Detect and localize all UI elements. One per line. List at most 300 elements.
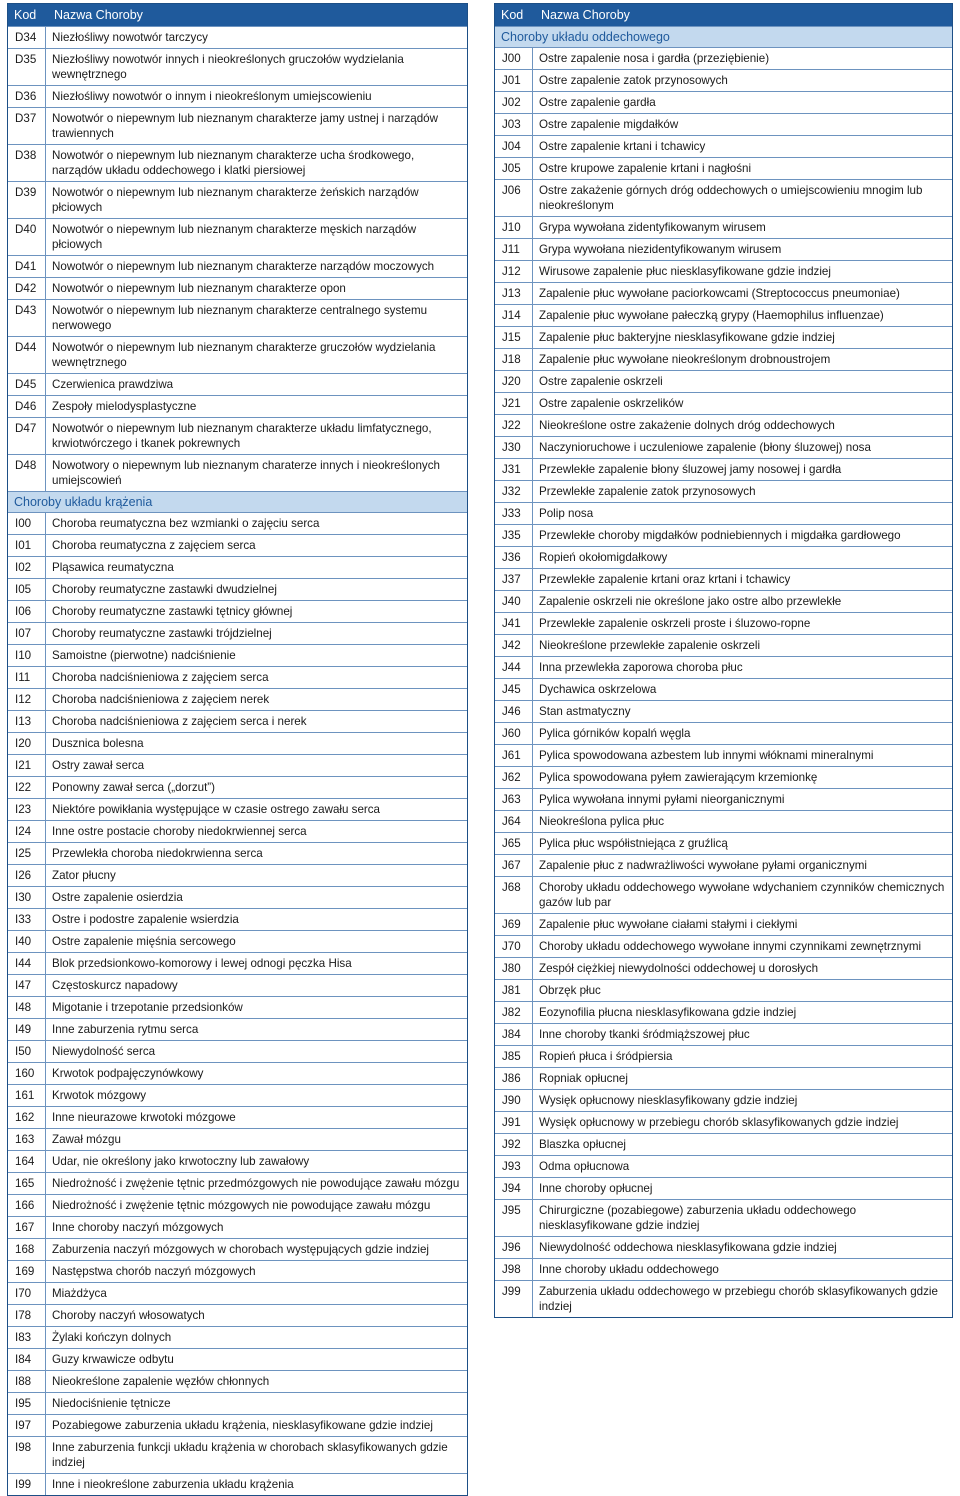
disease-name: Zawał mózgu [52, 1133, 121, 1146]
table-row [495, 656, 952, 678]
table-row [495, 876, 952, 913]
disease-code: D35 [8, 49, 46, 85]
disease-name: Nowotwory o niepewnym lub nieznanym charaterze innych i nieokreślonych umiejscowień [52, 459, 440, 487]
table-row [8, 1370, 467, 1392]
table-row [8, 534, 467, 556]
disease-name: Blok przedsionkowo-komorowy i lewej odnogi pęczka Hisa [52, 957, 352, 970]
disease-code: D47 [8, 418, 46, 454]
table-row [8, 1260, 467, 1282]
disease-name: Ostre krupowe zapalenie krtani i nagłośni [539, 162, 752, 175]
disease-code: J96 [495, 1237, 533, 1258]
disease-code: J45 [495, 679, 533, 700]
table-row [495, 1067, 952, 1089]
table-row [495, 810, 952, 832]
table-row [8, 798, 467, 820]
disease-name: Inne ostre postacie choroby niedokrwiennej serca [52, 825, 307, 838]
disease-code: J64 [495, 811, 533, 832]
disease-code: 161 [8, 1085, 46, 1106]
disease-code: D42 [8, 278, 46, 299]
disease-name: Nowotwór o niepewnym lub nieznanym charakterze układu limfatycznego, krwiotwórczego i tkanek pokrewnych [52, 422, 432, 450]
table-row [495, 502, 952, 524]
disease-name: Ostre zapalenie gardła [539, 96, 656, 109]
disease-code: D36 [8, 86, 46, 107]
disease-name: Niezłośliwy nowotwór o innym i nieokreślonym umiejscowieniu [52, 90, 372, 103]
disease-name: Zaburzenia układu oddechowego w przebiegu chorób sklasyfikowanych gdzie indziej [539, 1285, 938, 1313]
disease-code: J00 [495, 48, 533, 69]
table-row [8, 952, 467, 974]
table-row [8, 277, 467, 299]
disease-code: J61 [495, 745, 533, 766]
disease-name: Eozynofilia płucna niesklasyfikowana gdzie indziej [539, 1006, 797, 1019]
disease-code: I05 [8, 579, 46, 600]
disease-code: J60 [495, 723, 533, 744]
table-row [495, 326, 952, 348]
table-row [8, 644, 467, 666]
disease-name: Ostre zapalenie mięśnia sercowego [52, 935, 236, 948]
disease-code: J86 [495, 1068, 533, 1089]
disease-code: I98 [8, 1437, 46, 1473]
disease-code: D37 [8, 108, 46, 144]
table-row [495, 135, 952, 157]
table-row [8, 732, 467, 754]
table-row [8, 454, 467, 491]
disease-code: I48 [8, 997, 46, 1018]
disease-name: Przewlekłe zapalenie błony śluzowej jamy nosowej i gardła [539, 463, 842, 476]
disease-code: I01 [8, 535, 46, 556]
disease-name: Odma opłucnowa [539, 1160, 630, 1173]
disease-code: J20 [495, 371, 533, 392]
table-row [495, 590, 952, 612]
disease-code: J05 [495, 158, 533, 179]
disease-name: Obrzęk płuc [539, 984, 601, 997]
table-row [495, 47, 952, 69]
disease-code: J06 [495, 180, 533, 216]
table-row [495, 612, 952, 634]
table-row [495, 238, 952, 260]
disease-name: Blaszka opłucnej [539, 1138, 627, 1151]
disease-name: Pylica spowodowana azbestem lub innymi włóknami mineralnymi [539, 749, 874, 762]
table-row [495, 392, 952, 414]
disease-code: D45 [8, 374, 46, 395]
disease-name: Zapalenie płuc wywołane paciorkowcami (Streptococcus pneumoniae) [539, 287, 900, 300]
table-row [8, 1194, 467, 1216]
disease-code: J85 [495, 1046, 533, 1067]
disease-name: Ostre i podostre zapalenie wsierdzia [52, 913, 239, 926]
disease-code: 167 [8, 1217, 46, 1238]
disease-code: I21 [8, 755, 46, 776]
disease-name: Ostre zapalenie oskrzelików [539, 397, 684, 410]
table-row [495, 700, 952, 722]
disease-code: J30 [495, 437, 533, 458]
disease-code: D39 [8, 182, 46, 218]
table-row [8, 820, 467, 842]
table-row [495, 304, 952, 326]
disease-name: Wysięk opłucnowy niesklasyfikowany gdzie indziej [539, 1094, 798, 1107]
right-table [494, 3, 953, 1318]
disease-code: I44 [8, 953, 46, 974]
disease-code: I26 [8, 865, 46, 886]
disease-name: Inne choroby naczyń mózgowych [52, 1221, 224, 1234]
disease-code: I22 [8, 777, 46, 798]
disease-code: J98 [495, 1259, 533, 1280]
disease-code: J36 [495, 547, 533, 568]
disease-name: Nowotwór o niepewnym lub nieznanym charakterze narządów moczowych [52, 260, 435, 273]
disease-name: Pylica spowodowana pyłem zawierającym krzemionkę [539, 771, 818, 784]
disease-code: 162 [8, 1107, 46, 1128]
table-row [8, 1414, 467, 1436]
disease-code: D34 [8, 27, 46, 48]
disease-code: I20 [8, 733, 46, 754]
disease-name: Zapalenie płuc wywołane ciałami stałymi i ciekłymi [539, 918, 798, 931]
disease-name: Niedrożność i zwężenie tętnic mózgowych nie powodujące zawału mózgu [52, 1199, 431, 1212]
disease-code: J92 [495, 1134, 533, 1155]
disease-name: Inna przewlekła zaporowa choroba płuc [539, 661, 743, 674]
disease-code: I24 [8, 821, 46, 842]
disease-name: Niewydolność oddechowa niesklasyfikowana gdzie indziej [539, 1241, 837, 1254]
disease-name: Choroby reumatyczne zastawki trójdzielnej [52, 627, 272, 640]
disease-code: 166 [8, 1195, 46, 1216]
disease-name: Choroba nadciśnieniowa z zajęciem serca i nerek [52, 715, 307, 728]
disease-name: Inne choroby opłucnej [539, 1182, 653, 1195]
disease-name: Przewlekłe zapalenie oskrzeli proste i śluzowo-ropne [539, 617, 811, 630]
disease-name: Stan astmatyczny [539, 705, 631, 718]
table-row [495, 1155, 952, 1177]
disease-name: Niektóre powikłania występujące w czasie ostrego zawału serca [52, 803, 380, 816]
table-row [8, 218, 467, 255]
disease-name: Zespoły mielodysplastyczne [52, 400, 197, 413]
table-row [495, 348, 952, 370]
disease-name: Nowotwór o niepewnym lub nieznanym charakterze gruczołów wydzielania wewnętrznego [52, 341, 436, 369]
disease-name: Inne choroby układu oddechowego [539, 1263, 719, 1276]
disease-name: Zator płucny [52, 869, 116, 882]
disease-code: J44 [495, 657, 533, 678]
table-row [495, 1111, 952, 1133]
table-row [495, 1001, 952, 1023]
disease-name: Niezłośliwy nowotwór tarczycy [52, 31, 208, 44]
table-row [495, 179, 952, 216]
disease-code: J62 [495, 767, 533, 788]
disease-name: Ostre zapalenie migdałków [539, 118, 679, 131]
disease-name: Nieokreślone ostre zakażenie dolnych dróg oddechowych [539, 419, 835, 432]
disease-name: Krwotok mózgowy [52, 1089, 147, 1102]
disease-name: Nieokreślona pylica płuc [539, 815, 665, 828]
disease-code: I49 [8, 1019, 46, 1040]
disease-name: Choroby układu oddechowego wywołane innymi czynnikami zewnętrznymi [539, 940, 922, 953]
disease-code: J91 [495, 1112, 533, 1133]
disease-name: Samoistne (pierwotne) nadciśnienie [52, 649, 236, 662]
table-row [495, 678, 952, 700]
table-row [495, 744, 952, 766]
disease-name: Pląsawica reumatyczna [52, 561, 174, 574]
table-row [495, 414, 952, 436]
disease-name: Zapalenie oskrzeli nie określone jako ostre albo przewlekłe [539, 595, 842, 608]
disease-code: J04 [495, 136, 533, 157]
disease-code: I10 [8, 645, 46, 666]
disease-name: Choroba reumatyczna z zajęciem serca [52, 539, 256, 552]
disease-code: J80 [495, 958, 533, 979]
disease-code: I40 [8, 931, 46, 952]
disease-code: D41 [8, 256, 46, 277]
disease-name: Migotanie i trzepotanie przedsionków [52, 1001, 243, 1014]
disease-name: Choroby reumatyczne zastawki tętnicy głównej [52, 605, 293, 618]
disease-name: Niezłośliwy nowotwór innych i nieokreślonych gruczołów wydzielania wewnętrznego [52, 53, 404, 81]
disease-name: Choroba reumatyczna bez wzmianki o zajęciu serca [52, 517, 320, 530]
disease-name: Guzy krwawicze odbytu [52, 1353, 174, 1366]
table-row [495, 1045, 952, 1067]
disease-code: I11 [8, 667, 46, 688]
disease-name: Przewlekłe zapalenie krtani oraz krtani i tchawicy [539, 573, 791, 586]
disease-name: Przewlekła choroba niedokrwienna serca [52, 847, 263, 860]
disease-name: Pylica wywołana innymi pyłami nieorganicznymi [539, 793, 785, 806]
disease-code: 160 [8, 1063, 46, 1084]
table-row [8, 622, 467, 644]
disease-code: J31 [495, 459, 533, 480]
disease-code: J93 [495, 1156, 533, 1177]
disease-name: Czerwienica prawdziwa [52, 378, 174, 391]
disease-code: I84 [8, 1349, 46, 1370]
disease-name: Naczynioruchowe i uczuleniowe zapalenie (błony śluzowej) nosa [539, 441, 871, 454]
disease-code: J18 [495, 349, 533, 370]
disease-name: Inne zaburzenia funkcji układu krążenia w chorobach sklasyfikowanych gdzie indziej [52, 1441, 448, 1469]
disease-code: I50 [8, 1041, 46, 1062]
disease-code: J70 [495, 936, 533, 957]
disease-name: Ropień płuca i śródpiersia [539, 1050, 673, 1063]
disease-code: J68 [495, 877, 533, 913]
table-row [8, 908, 467, 930]
disease-code: I83 [8, 1327, 46, 1348]
disease-code: I06 [8, 601, 46, 622]
left-table [7, 3, 468, 1496]
table-row [495, 766, 952, 788]
header-code: Kod [14, 8, 37, 22]
table-row [495, 1023, 952, 1045]
disease-code: I70 [8, 1283, 46, 1304]
right-rows [495, 47, 952, 1317]
table-row [8, 754, 467, 776]
disease-code: J67 [495, 855, 533, 876]
table-row [495, 260, 952, 282]
disease-code: 169 [8, 1261, 46, 1282]
disease-name: Nowotwór o niepewnym lub nieznanym charakterze męskich narządów płciowych [52, 223, 417, 251]
disease-name: Miażdżyca [52, 1287, 107, 1300]
table-row [495, 568, 952, 590]
table-row [495, 1280, 952, 1317]
table-row [495, 524, 952, 546]
table-row [495, 1089, 952, 1111]
disease-name: Grypa wywołana niezidentyfikowanym wirusem [539, 243, 782, 256]
disease-code: D48 [8, 455, 46, 491]
disease-name: Przewlekłe choroby migdałków podniebiennych i migdałka gardłowego [539, 529, 901, 542]
table-row [8, 1326, 467, 1348]
disease-code: I30 [8, 887, 46, 908]
disease-name: Ropień okołomigdałkowy [539, 551, 668, 564]
table-row [8, 1062, 467, 1084]
disease-name: Inne zaburzenia rytmu serca [52, 1023, 199, 1036]
disease-name: Choroby reumatyczne zastawki dwudzielnej [52, 583, 277, 596]
table-row [495, 370, 952, 392]
table-row [8, 1172, 467, 1194]
disease-code: J65 [495, 833, 533, 854]
disease-code: I02 [8, 557, 46, 578]
table-row [495, 788, 952, 810]
disease-name: Nieokreślone zapalenie węzłów chłonnych [52, 1375, 270, 1388]
disease-code: J63 [495, 789, 533, 810]
disease-name: Zaburzenia naczyń mózgowych w chorobach występujących gdzie indziej [52, 1243, 429, 1256]
disease-code: J95 [495, 1200, 533, 1236]
table-row [495, 935, 952, 957]
disease-code: J02 [495, 92, 533, 113]
table-row [8, 1106, 467, 1128]
disease-name: Nowotwór o niepewnym lub nieznanym charakterze centralnego systemu nerwowego [52, 304, 428, 332]
table-row [8, 1084, 467, 1106]
table-row [8, 974, 467, 996]
left-rows-top [8, 26, 467, 491]
table-row [495, 1133, 952, 1155]
disease-code: J33 [495, 503, 533, 524]
table-row [495, 282, 952, 304]
disease-name: Nowotwór o niepewnym lub nieznanym charakterze jamy ustnej i narządów trawiennych [52, 112, 438, 140]
table-row [495, 957, 952, 979]
disease-name: Choroby układu oddechowego wywołane wdychaniem czynników chemicznych gazów lub par [539, 881, 945, 909]
disease-code: I99 [8, 1474, 46, 1495]
disease-name: Wirusowe zapalenie płuc niesklasyfikowane gdzie indziej [539, 265, 831, 278]
table-row [8, 556, 467, 578]
disease-name: Przewlekłe zapalenie zatok przynosowych [539, 485, 756, 498]
disease-name: Chirurgiczne (pozabiegowe) zaburzenia układu oddechowego niesklasyfikowane gdzie indziej [539, 1204, 857, 1232]
disease-code: 165 [8, 1173, 46, 1194]
table-row [8, 776, 467, 798]
disease-name: Ostre zapalenie osierdzia [52, 891, 183, 904]
table-row [8, 1473, 467, 1495]
table-row [495, 979, 952, 1001]
table-row [495, 157, 952, 179]
disease-name: Pylica płuc współistniejąca z gruźlicą [539, 837, 728, 850]
table-row [495, 480, 952, 502]
table-row [8, 864, 467, 886]
disease-code: J84 [495, 1024, 533, 1045]
disease-code: J21 [495, 393, 533, 414]
table-row [8, 336, 467, 373]
table-row [495, 832, 952, 854]
disease-name: Udar, nie określony jako krwotoczny lub zawałowy [52, 1155, 310, 1168]
left-rows-bottom [8, 512, 467, 1495]
table-row [8, 26, 467, 48]
disease-code: D46 [8, 396, 46, 417]
table-row [8, 1150, 467, 1172]
disease-code: I78 [8, 1305, 46, 1326]
disease-code: 168 [8, 1239, 46, 1260]
disease-code: I88 [8, 1371, 46, 1392]
table-row [8, 1238, 467, 1260]
disease-code: J15 [495, 327, 533, 348]
disease-name: Nowotwór o niepewnym lub nieznanym charakterze żeńskich narządów płciowych [52, 186, 419, 214]
disease-name: Pozabiegowe zaburzenia układu krążenia, niesklasyfikowane gdzie indziej [52, 1419, 433, 1432]
table-row [8, 996, 467, 1018]
disease-name: Zapalenie płuc wywołane nieokreślonym drobnoustrojem [539, 353, 831, 366]
disease-code: J90 [495, 1090, 533, 1111]
disease-code: J99 [495, 1281, 533, 1317]
table-row [495, 854, 952, 876]
disease-code: J46 [495, 701, 533, 722]
table-row [8, 688, 467, 710]
disease-code: D44 [8, 337, 46, 373]
disease-code: J42 [495, 635, 533, 656]
header-name: Nazwa Choroby [54, 8, 143, 22]
disease-name: Inne i nieokreślone zaburzenia układu krążenia [52, 1478, 294, 1491]
disease-name: Ostry zawał serca [52, 759, 145, 772]
disease-name: Niedociśnienie tętnicze [52, 1397, 171, 1410]
table-row [8, 886, 467, 908]
table-row [495, 1236, 952, 1258]
table-row [495, 216, 952, 238]
disease-code: J13 [495, 283, 533, 304]
disease-code: J82 [495, 1002, 533, 1023]
disease-name: Ropniak opłucnej [539, 1072, 628, 1085]
disease-name: Zapalenie płuc bakteryjne niesklasyfikowane gdzie indziej [539, 331, 835, 344]
table-header [495, 4, 952, 26]
table-row [495, 1199, 952, 1236]
disease-code: J03 [495, 114, 533, 135]
table-row [8, 299, 467, 336]
table-row [8, 710, 467, 732]
table-row [495, 113, 952, 135]
table-row [8, 181, 467, 218]
disease-code: I12 [8, 689, 46, 710]
disease-code: J40 [495, 591, 533, 612]
disease-code: J22 [495, 415, 533, 436]
disease-name: Inne nieurazowe krwotoki mózgowe [52, 1111, 236, 1124]
disease-code: D43 [8, 300, 46, 336]
disease-name: Ponowny zawał serca („dorzut”) [52, 781, 216, 794]
table-row [495, 1177, 952, 1199]
table-row [8, 144, 467, 181]
disease-name: Ostre zapalenie zatok przynosowych [539, 74, 728, 87]
table-row [8, 1040, 467, 1062]
table-row [495, 546, 952, 568]
disease-name: Następstwa chorób naczyń mózgowych [52, 1265, 256, 1278]
table-row [8, 48, 467, 85]
table-row [8, 512, 467, 534]
disease-name: Choroba nadciśnieniowa z zajęciem serca [52, 671, 269, 684]
disease-code: J11 [495, 239, 533, 260]
table-row [8, 1348, 467, 1370]
disease-name: Nowotwór o niepewnym lub nieznanym charakterze ucha środkowego, narządów układu oddechowego i klatki piersiowej [52, 149, 415, 177]
disease-name: Ostre zapalenie krtani i tchawicy [539, 140, 706, 153]
disease-name: Wysięk opłucnowy w przebiegu chorób sklasyfikowanych gdzie indziej [539, 1116, 899, 1129]
disease-name: Żylaki kończyn dolnych [52, 1331, 172, 1344]
disease-name: Dusznica bolesna [52, 737, 144, 750]
disease-name: Niewydolność serca [52, 1045, 156, 1058]
table-row [495, 436, 952, 458]
disease-code: J14 [495, 305, 533, 326]
table-row [495, 913, 952, 935]
disease-code: J94 [495, 1178, 533, 1199]
disease-code: J81 [495, 980, 533, 1001]
disease-code: J01 [495, 70, 533, 91]
disease-code: D38 [8, 145, 46, 181]
header-code: Kod [501, 8, 524, 22]
disease-name: Krwotok podpajęczynówkowy [52, 1067, 204, 1080]
disease-code: J35 [495, 525, 533, 546]
table-row [495, 722, 952, 744]
table-row [8, 1392, 467, 1414]
disease-name: Zespół ciężkiej niewydolności oddechowej u dorosłych [539, 962, 819, 975]
disease-code: J32 [495, 481, 533, 502]
disease-code: 164 [8, 1151, 46, 1172]
table-row [495, 91, 952, 113]
table-row [495, 1258, 952, 1280]
disease-name: Ostre zapalenie nosa i gardła (przeziębienie) [539, 52, 770, 65]
